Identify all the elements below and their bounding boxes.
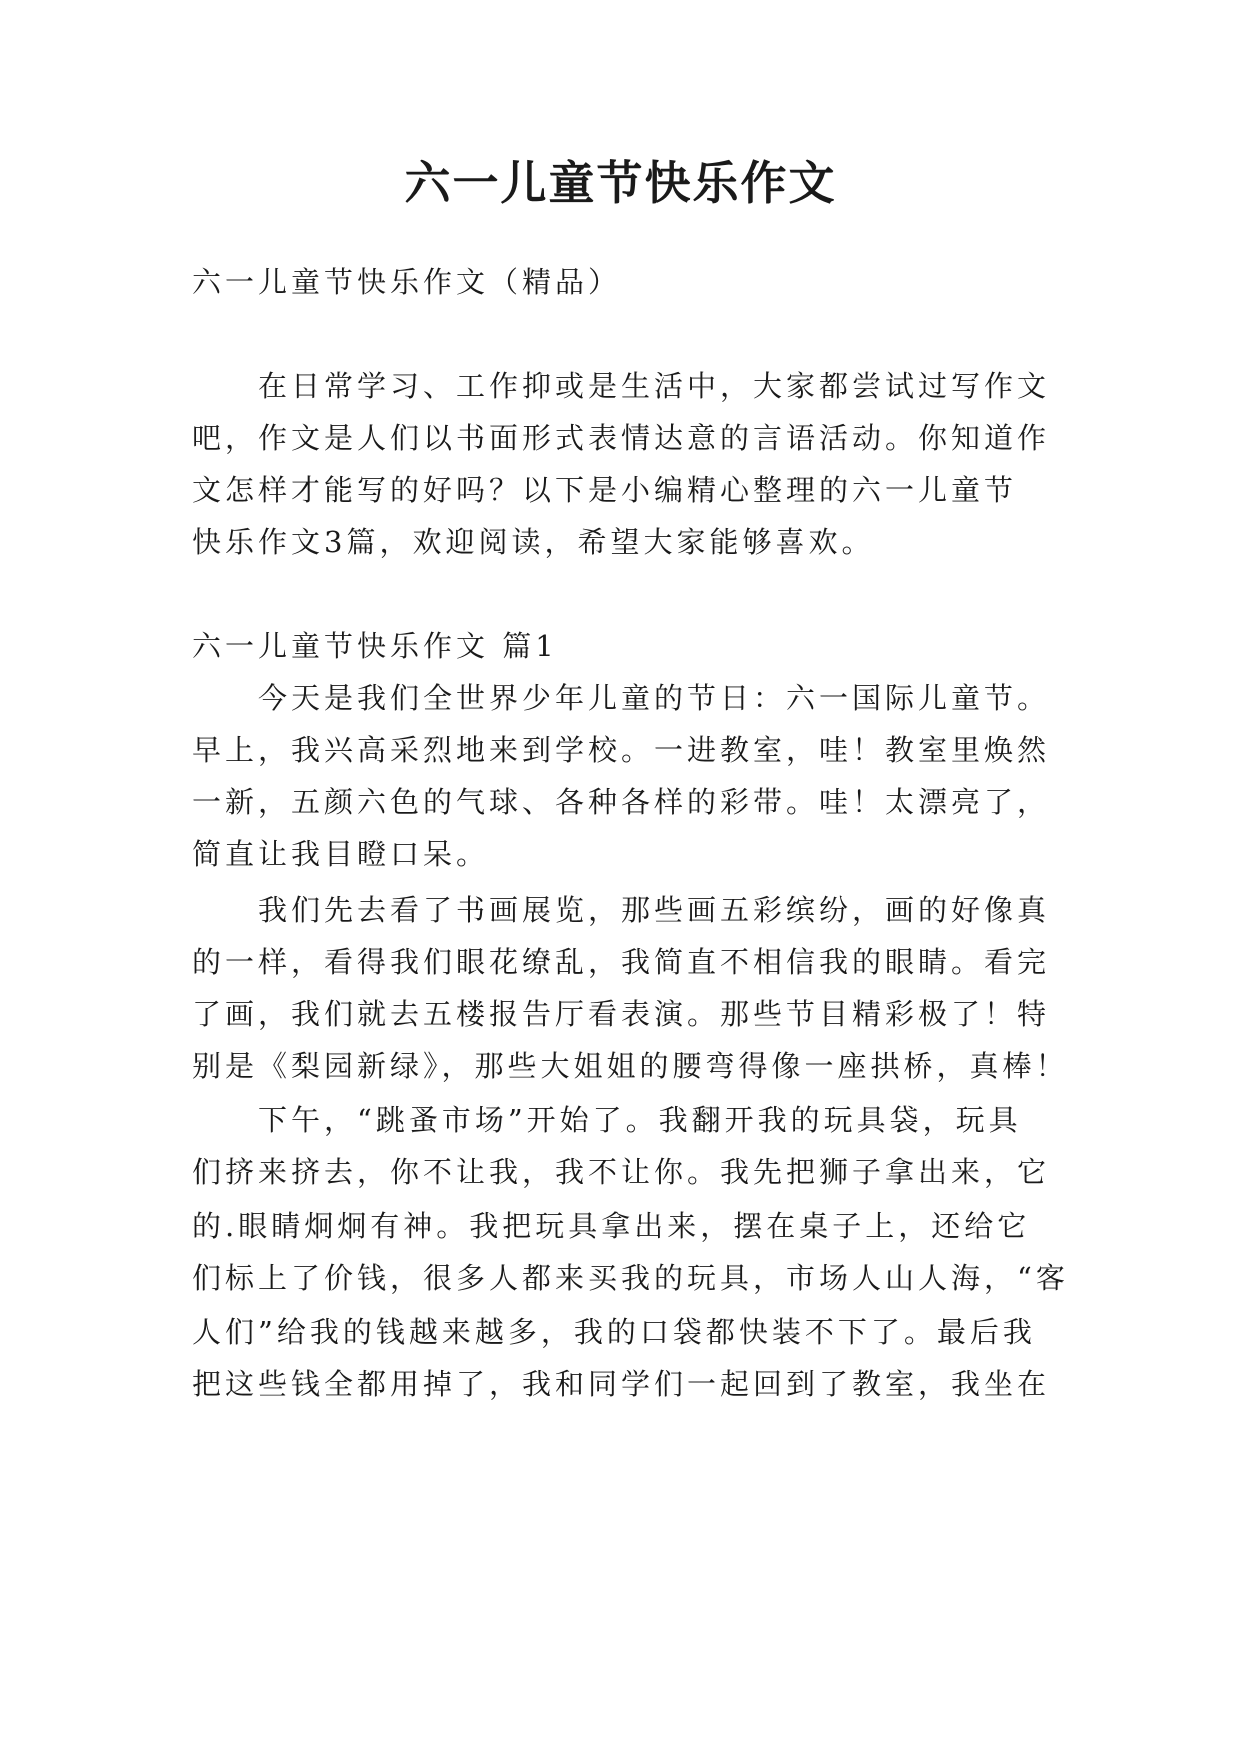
intro-line: 吧，作文是人们以书面形式表情达意的言语活动。你知道作: [192, 421, 1051, 455]
paragraph-line: 的.眼睛炯炯有神。我把玩具拿出来，摆在桌子上，还给它: [192, 1209, 1031, 1243]
paragraph-line: 早上，我兴高采烈地来到学校。一进教室，哇！教室里焕然: [192, 733, 1051, 767]
paragraph-line: 们挤来挤去，你不让我，我不让你。我先把狮子拿出来，它: [192, 1155, 1051, 1189]
paragraph-line: 们标上了价钱，很多人都来买我的玩具，市场人山人海，“客: [192, 1261, 1069, 1295]
paragraph-line: 一新，五颜六色的气球、各种各样的彩带。哇！太漂亮了，: [192, 785, 1051, 819]
paragraph-line: 了画，我们就去五楼报告厅看表演。那些节目精彩极了！特: [192, 997, 1051, 1031]
paragraph-line: 把这些钱全都用掉了，我和同学们一起回到了教室，我坐在: [192, 1367, 1051, 1401]
paragraph-line: 别是《梨园新绿》，那些大姐姐的腰弯得像一座拱桥，真棒！: [192, 1049, 1069, 1083]
section-heading: 六一儿童节快乐作文 篇1: [192, 629, 558, 663]
document-subtitle: 六一儿童节快乐作文（精品）: [192, 265, 622, 299]
paragraph-line: 的一样，看得我们眼花缭乱，我简直不相信我的眼睛。看完: [192, 945, 1051, 979]
paragraph-line: 今天是我们全世界少年儿童的节日：六一国际儿童节。: [258, 681, 1051, 715]
intro-line: 快乐作文3篇，欢迎阅读，希望大家能够喜欢。: [192, 525, 875, 559]
paragraph-line: 简直让我目瞪口呆。: [192, 837, 490, 871]
paragraph-line: 下午，“跳蚤市场”开始了。我翻开我的玩具袋，玩具: [258, 1103, 1022, 1137]
intro-line: 在日常学习、工作抑或是生活中，大家都尝试过写作文: [258, 369, 1051, 403]
paragraph-line: 人们”给我的钱越来越多，我的口袋都快装不下了。最后我: [192, 1315, 1036, 1349]
paragraph-line: 我们先去看了书画展览，那些画五彩缤纷，画的好像真: [258, 893, 1051, 927]
intro-line: 文怎样才能写的好吗？以下是小编精心整理的六一儿童节: [192, 473, 1018, 507]
document-title: 六一儿童节快乐作文: [404, 156, 837, 210]
